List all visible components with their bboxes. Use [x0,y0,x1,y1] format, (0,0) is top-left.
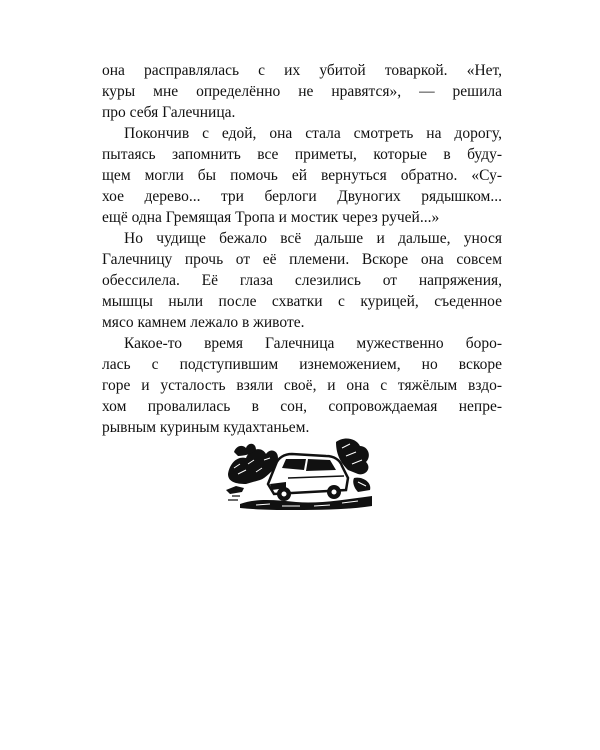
text-line: мясо камнем лежало в животе. [102,314,305,331]
text-line: щем могли бы помочь ей вернуться обратно. «Су- [102,167,502,184]
car-on-road-vignette-icon [226,434,374,512]
text-line: Какое-то время Галечница мужественно боро- [124,335,502,352]
text-line: Галечницу прочь от её племени. Вскоре она совсем [102,251,502,268]
text-line: мышцы ныли после схватки с курицей, съеденное [102,293,502,310]
text-line: рывным куриным кудахтаньем. [102,419,310,436]
body-text [102,60,502,438]
text-line: Покончив с едой, она стала смотреть на дорогу, [124,125,502,142]
text-line: Но чудище бежало всё дальше и дальше, унося [124,230,502,247]
text-line: хом провалилась в сон, сопровождаемая непре- [102,398,502,415]
text-line: куры мне определённо не нравятся», — решила [102,83,502,100]
text-line: пытаясь запомнить все приметы, которые в буду- [102,146,502,163]
text-line: лась с подступившим изнеможением, но вскоре [102,356,502,373]
text-line: про себя Галечница. [102,104,236,121]
text-line: обессилела. Её глаза слезились от напряжения, [102,272,502,289]
text-line: она расправлялась с их убитой товаркой. «Нет, [102,62,502,79]
text-line: хое дерево... три берлоги Двуногих рядышком... [102,188,502,205]
text-line: ещё одна Гремящая Тропа и мостик через ручей...» [102,209,440,226]
text-line: горе и усталость взяли своё, и она с тяжёлым вздо- [102,377,502,394]
